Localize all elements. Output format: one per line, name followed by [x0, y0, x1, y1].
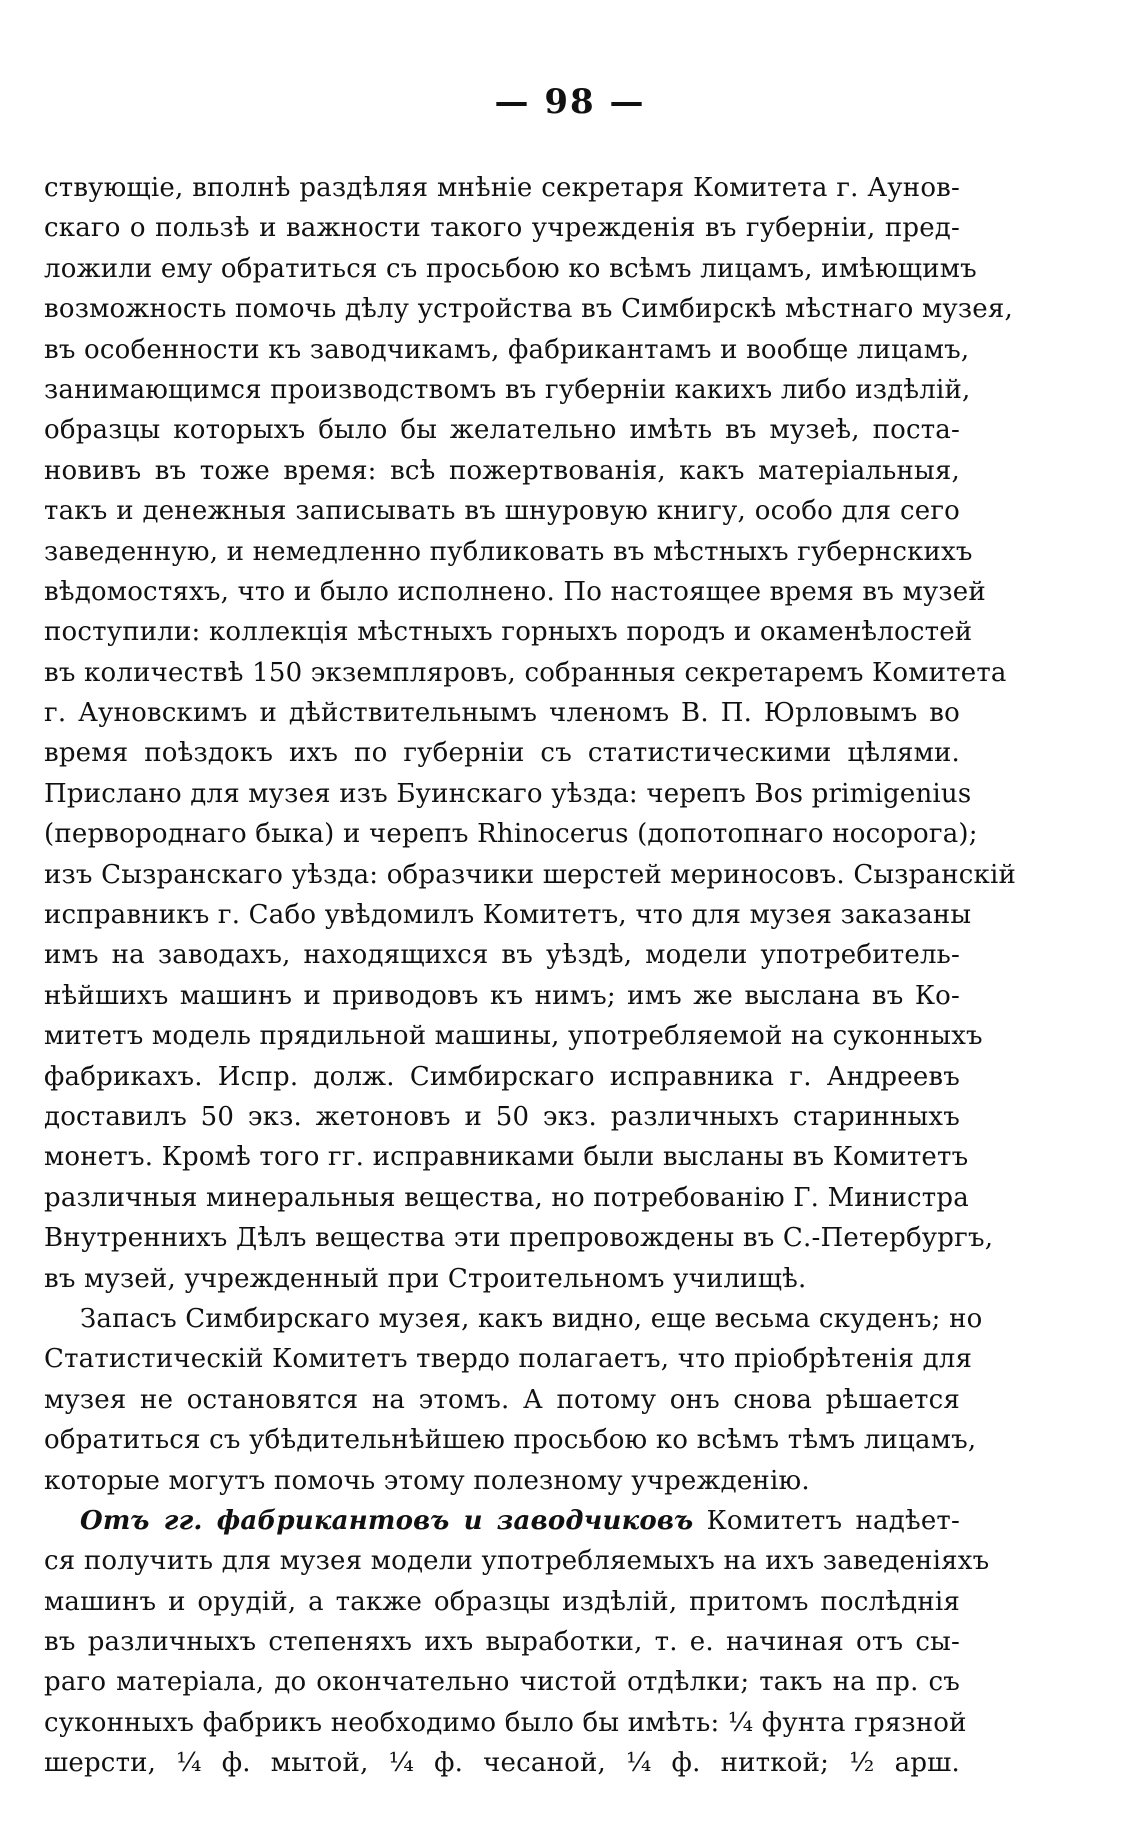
page-number: — 98 —: [494, 82, 646, 122]
text-line: г. Ауновскимъ и дѣйствительнымъ членомъ В. П. Юрловымъ во: [44, 698, 960, 729]
text-line: такъ и денежныя записывать въ шнуровую книгу, особо для сего: [44, 496, 960, 527]
page-text: [44, 168, 1017, 1784]
text-line: въ особенности къ заводчикамъ, фабрикантамъ и вообще лицамъ,: [44, 334, 970, 365]
text-line: шерсти, ¼ ф. мытой, ¼ ф. чесаной, ¼ ф. ниткой; ½ арш.: [44, 1748, 960, 1779]
text-line: суконныхъ фабрикъ необходимо было бы имѣть: ¼ фунта грязной: [44, 1707, 967, 1738]
text-line: ложили ему обратиться съ просьбою ко всѣмъ лицамъ, имѣющимъ: [44, 253, 977, 284]
text-line: образцы которыхъ было бы желательно имѣть въ музеѣ, поста-: [44, 415, 960, 446]
text-line: изъ Сызранскаго уѣзда: образчики шерстей мериносовъ. Сызранскій: [44, 859, 1017, 890]
text-line: вѣдомостяхъ, что и было исполнено. По настоящее время въ музей: [44, 576, 986, 607]
italic-lead: Отъ гг. фабрикантовъ и заводчиковъ: [80, 1505, 694, 1536]
text-line: нѣйшихъ машинъ и приводовъ къ нимъ; имъ же выслана въ Ко-: [44, 980, 960, 1011]
text-line: раго матеріала, до окончательно чистой отдѣлки; такъ на пр. съ: [44, 1667, 960, 1698]
text-line: доставилъ 50 экз. жетоновъ и 50 экз. различныхъ старинныхъ: [44, 1101, 960, 1132]
text-line: Внутреннихъ Дѣлъ вещества эти препровождены въ С.-Петербургъ,: [44, 1223, 994, 1254]
text-line: (первороднаго быка) и черепъ Rhinocerus (допотопнаго носорога);: [44, 819, 978, 850]
text-line: занимающимся производствомъ въ губерніи какихъ либо издѣлій,: [44, 374, 971, 405]
text-line: фабрикахъ. Испр. долж. Симбирскаго исправника г. Андреевъ: [44, 1061, 960, 1092]
text-line: заведенную, и немедленно публиковать въ мѣстныхъ губернскихъ: [44, 536, 973, 567]
text-line: ся получить для музея модели употребляемыхъ на ихъ заведеніяхъ: [44, 1546, 990, 1577]
text-line: Статистическій Комитетъ твердо полагаетъ, что пріобрѣтенія для: [44, 1344, 973, 1375]
text-line: въ количествѣ 150 экземпляровъ, собранныя секретаремъ Комитета: [44, 657, 1007, 688]
lead-continuation: Комитетъ надѣет-: [693, 1505, 960, 1536]
text-line: [44, 1501, 960, 1541]
text-line: Прислано для музея изъ Буинскаго уѣзда: черепъ Bos primigenius: [44, 778, 972, 809]
text-line: которые могутъ помочь этому полезному учрежденію.: [44, 1465, 810, 1496]
text-line: имъ на заводахъ, находящихся въ уѣздѣ, модели употребитель-: [44, 940, 960, 971]
text-line: митетъ модель прядильной машины, употребляемой на суконныхъ: [44, 1021, 983, 1052]
text-line: въ музей, учрежденный при Строительномъ училищѣ.: [44, 1263, 807, 1294]
text-line: скаго о пользѣ и важности такого учрежденія въ губерніи, пред-: [44, 213, 960, 244]
text-line: различныя минеральныя вещества, но потребованію Г. Министра: [44, 1182, 969, 1213]
text-line: поступили: коллекція мѣстныхъ горныхъ породъ и окаменѣлостей: [44, 617, 973, 648]
text-line: ствующіе, вполнѣ раздѣляя мнѣніе секретаря Комитета г. Аунов-: [44, 173, 960, 203]
text-line: обратиться съ убѣдительнѣйшею просьбою ко всѣмъ тѣмъ лицамъ,: [44, 1425, 977, 1456]
text-line: новивъ въ тоже время: всѣ пожертвованія, какъ матеріальныя,: [44, 455, 960, 486]
text-line: машинъ и орудій, а также образцы издѣлій, притомъ послѣднія: [44, 1586, 960, 1617]
text-line: исправникъ г. Сабо увѣдомилъ Комитетъ, что для музея заказаны: [44, 900, 972, 931]
text-line: монетъ. Кромѣ того гг. исправниками были высланы въ Комитетъ: [44, 1142, 969, 1173]
text-line: въ различныхъ степеняхъ ихъ выработки, т. е. начиная отъ сы-: [44, 1627, 960, 1658]
text-line: возможность помочь дѣлу устройства въ Симбирскѣ мѣстнаго музея,: [44, 294, 1013, 325]
text-line: музея не остановятся на этомъ. А потому онъ снова рѣшается: [44, 1384, 960, 1415]
text-line: Запасъ Симбирскаго музея, какъ видно, еще весьма скуденъ; но: [80, 1303, 983, 1334]
text-line: время поѣздокъ ихъ по губерніи съ статистическими цѣлями.: [44, 738, 960, 769]
